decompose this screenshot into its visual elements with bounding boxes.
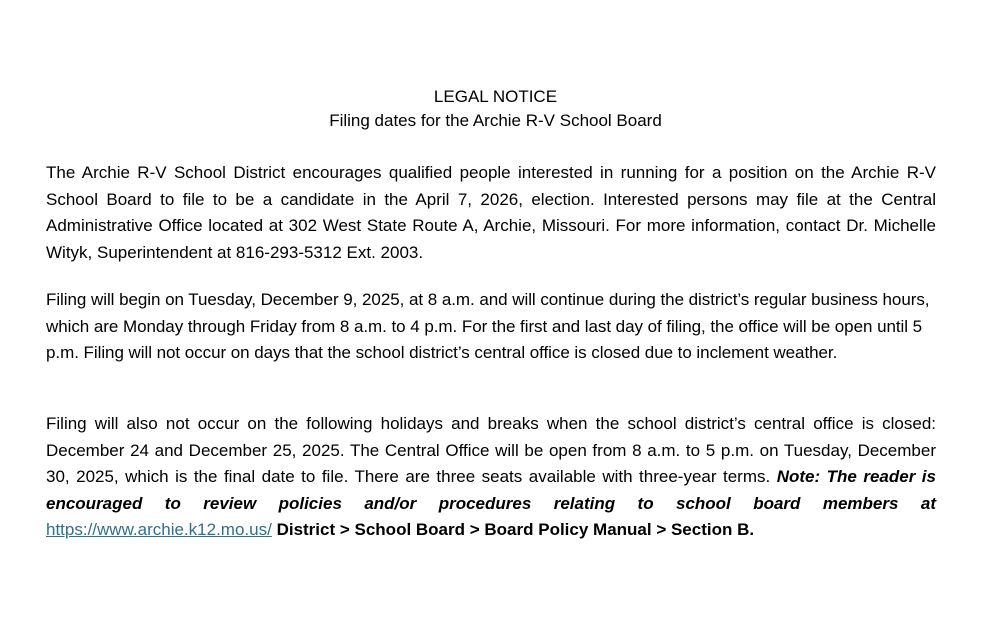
reader-note: Note: The reader is encouraged to review policies and/or procedures relating to school board members at [46, 467, 936, 513]
holiday-text: Filing will also not occur on the following holidays and breaks when the school district’s central office is closed: December 24 and December 25, 2025. The Central Office will be open from 8 a.m. to 5 p.m. on Tuesday, December 30, 2025, which is the final date to file. There are three seats available with three-year terms. [46, 414, 936, 486]
notice-title: LEGAL NOTICE [433, 87, 558, 106]
board-policy-path: District > School Board > Board Policy Manual > Section B. [276, 520, 755, 539]
district-website-link[interactable]: https://www.archie.k12.mo.us/ [46, 520, 272, 539]
paragraph-filing-hours: Filing will begin on Tuesday, December 9, 2025, at 8 a.m. and will continue during the district’s regular business hours, which are Monday through Friday from 8 a.m. to 4 p.m. For the first and last day of filing, the office will be open until 5 p.m. Filing will not occur on days that the school district’s central office is closed due to inclement weather. [46, 290, 930, 362]
notice-subtitle: Filing dates for the Archie R-V School Board [329, 111, 662, 130]
paragraph-candidate-filing: The Archie R-V School District encourages qualified people interested in running for a position on the Archie R-V School Board to file to be a candidate in the April 7, 2026, election. Interested persons may file at the Central Administrative Office located at 302 West State Route A, Archie, Missouri. For more information, contact Dr. Michelle Wityk, Superintendent at 816-293-5312 Ext. 2003. [46, 163, 936, 262]
paragraph-holidays-and-note [46, 411, 936, 544]
